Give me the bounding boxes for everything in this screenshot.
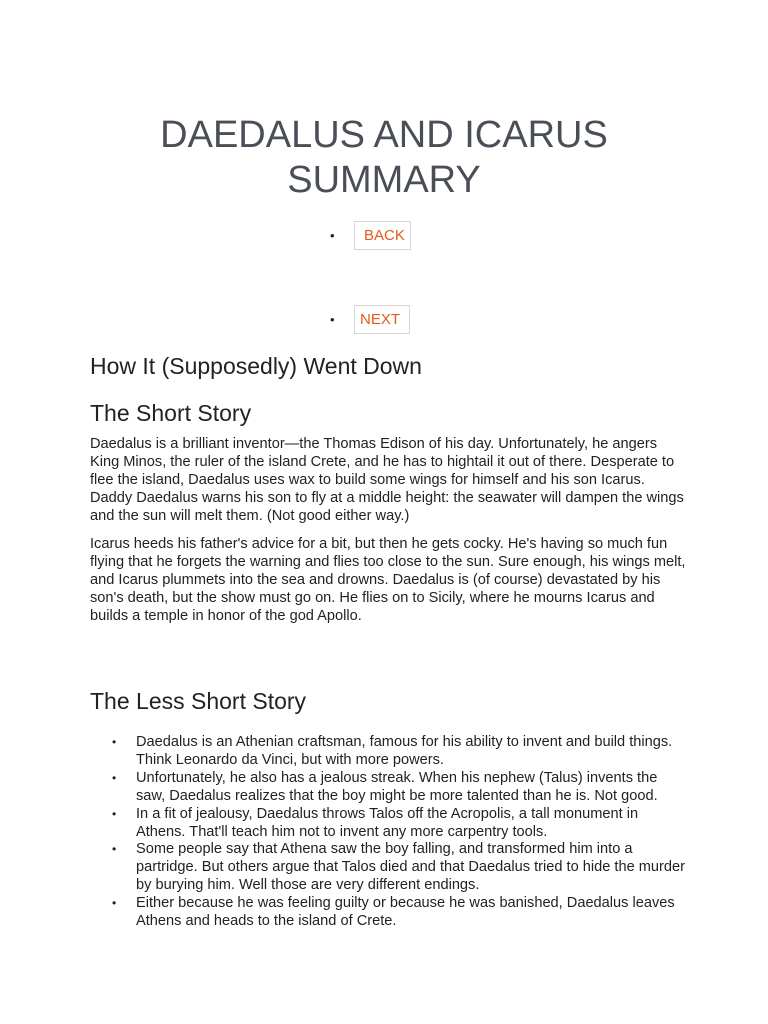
bullet-icon: • — [330, 227, 335, 243]
list-item — [90, 770, 690, 806]
list-item-text: Unfortunately, he also has a jealous streak. When his nephew (Talus) invents the saw, Daedalus realizes that the boy might be more talented than he is. Not good. — [136, 769, 658, 804]
bullet-icon: • — [330, 311, 335, 327]
section-heading-how-it-went: How It (Supposedly) Went Down — [90, 353, 422, 379]
bullet-icon: • — [112, 896, 117, 911]
less-short-story-list — [90, 734, 690, 931]
bullet-icon: • — [112, 735, 117, 749]
list-item-text: Some people say that Athena saw the boy falling, and transformed him into a partridge. But others argue that Talos died and that Daedalus tried to hide the murder by burying him. Well those are very different endings. — [136, 841, 685, 894]
list-item-text: In a fit of jealousy, Daedalus throws Talos off the Acropolis, a tall monument in Athens. That'll teach him not to invent any more carpentry tools. — [136, 805, 639, 840]
page-title — [0, 113, 768, 203]
bullet-icon: • — [112, 806, 117, 821]
list-item-text: Either because he was feeling guilty or because he was banished, Daedalus leaves Athens and heads to the island of Crete. — [136, 895, 675, 930]
back-nav-item — [330, 220, 411, 250]
section-heading-less-short-story: The Less Short Story — [90, 688, 307, 714]
next-button[interactable]: NEXT — [354, 305, 410, 334]
short-story-paragraph-2: Icarus heeds his father's advice for a bit, but then he gets cocky. He's having so much fun flying that he forgets the warning and flies too close to the sun. Sure enough, his wings melt, and Icarus plummets into the sea and drowns. Daedalus is (of course) devastated by his son's death, but the show must go on. He flies on to Sicily, where he mourns Icarus and builds a temple in honor of the god Apollo. — [90, 536, 686, 624]
list-item — [90, 734, 690, 770]
bullet-icon: • — [112, 842, 117, 857]
list-item — [90, 841, 690, 895]
short-story-paragraph-1: Daedalus is a brilliant inventor—the Thomas Edison of his day. Unfortunately, he angers King Minos, the ruler of the island Crete, and he has to hightail it out of there. Desperate to flee the island, Daedalus uses wax to build some wings for himself and his son Icarus. Daddy Daedalus warns his son to fly at a middle height: the seawater will dampen the wings and the sun will melt them. (Not good either way.) — [90, 436, 684, 524]
section-heading-short-story: The Short Story — [90, 400, 252, 426]
list-item — [90, 806, 690, 842]
next-nav-item — [330, 304, 410, 334]
list-item-text: Daedalus is an Athenian craftsman, famous for his ability to invent and build things. Think Leonardo da Vinci, but with more powers. — [136, 734, 673, 768]
list-item — [90, 895, 690, 931]
page-title-line2: SUMMARY — [287, 159, 481, 201]
back-button[interactable]: BACK — [354, 221, 411, 250]
page-title-line1: DAEDALUS AND ICARUS — [160, 114, 608, 156]
bullet-icon: • — [112, 770, 117, 785]
